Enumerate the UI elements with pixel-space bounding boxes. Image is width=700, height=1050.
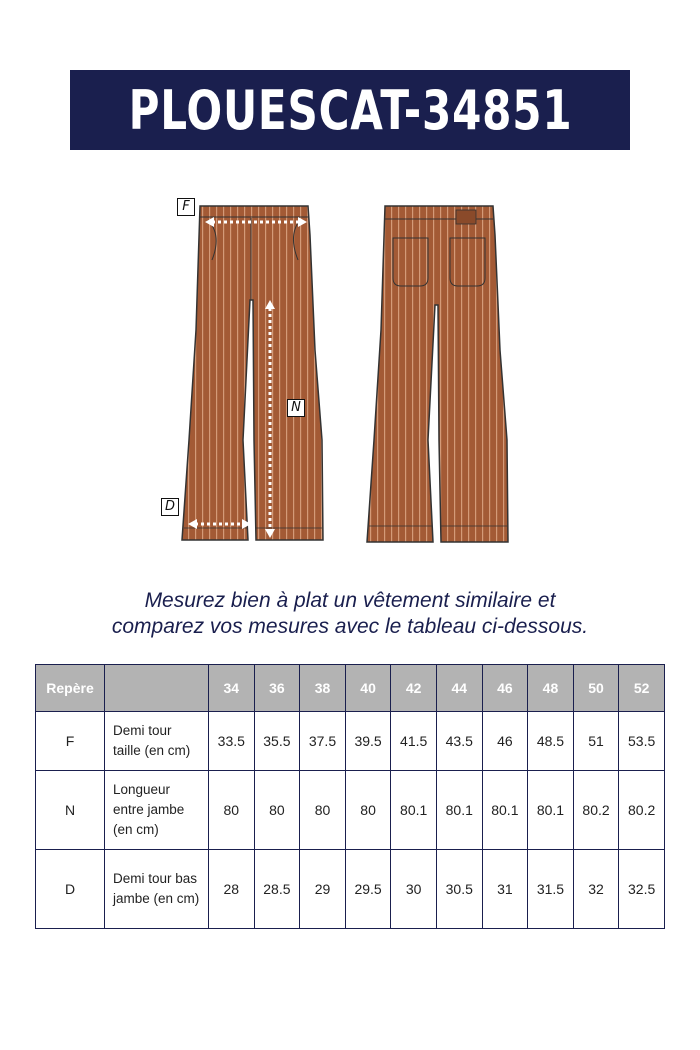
table-cell: 80.2 bbox=[619, 771, 665, 850]
table-cell: 32 bbox=[573, 850, 619, 929]
table-cell: 80 bbox=[254, 771, 300, 850]
table-header-row bbox=[36, 665, 665, 712]
table-row bbox=[36, 712, 665, 771]
label-d: D bbox=[161, 498, 179, 516]
table-cell: 30.5 bbox=[436, 850, 482, 929]
size-header: 46 bbox=[482, 665, 528, 712]
table-cell: 80.2 bbox=[573, 771, 619, 850]
table-cell: 37.5 bbox=[300, 712, 346, 771]
row-code: N bbox=[36, 771, 105, 850]
table-cell: 39.5 bbox=[345, 712, 391, 771]
size-header: 40 bbox=[345, 665, 391, 712]
garment-illustration bbox=[150, 190, 530, 560]
trousers-back-icon bbox=[367, 206, 508, 542]
header-repere: Repère bbox=[36, 665, 105, 712]
table-cell: 30 bbox=[391, 850, 437, 929]
table-cell: 32.5 bbox=[619, 850, 665, 929]
table-cell: 43.5 bbox=[436, 712, 482, 771]
table-cell: 48.5 bbox=[528, 712, 574, 771]
table-cell: 80 bbox=[345, 771, 391, 850]
label-n: N bbox=[287, 399, 305, 417]
table-cell: 80.1 bbox=[528, 771, 574, 850]
label-f: F bbox=[177, 198, 195, 216]
table-cell: 80 bbox=[209, 771, 255, 850]
table-cell: 29.5 bbox=[345, 850, 391, 929]
table-row bbox=[36, 850, 665, 929]
row-code: F bbox=[36, 712, 105, 771]
table-cell: 29 bbox=[300, 850, 346, 929]
row-description: Demi tour taille (en cm) bbox=[105, 712, 209, 771]
table-cell: 80.1 bbox=[436, 771, 482, 850]
table-cell: 46 bbox=[482, 712, 528, 771]
size-header: 52 bbox=[619, 665, 665, 712]
table-cell: 33.5 bbox=[209, 712, 255, 771]
size-header: 44 bbox=[436, 665, 482, 712]
size-header: 50 bbox=[573, 665, 619, 712]
trousers-front-icon bbox=[182, 206, 323, 540]
table-cell: 31 bbox=[482, 850, 528, 929]
table-cell: 35.5 bbox=[254, 712, 300, 771]
size-header: 34 bbox=[209, 665, 255, 712]
table-cell: 80.1 bbox=[482, 771, 528, 850]
size-header: 36 bbox=[254, 665, 300, 712]
table-cell: 28 bbox=[209, 850, 255, 929]
table-cell: 28.5 bbox=[254, 850, 300, 929]
header-description bbox=[105, 665, 209, 712]
table-cell: 41.5 bbox=[391, 712, 437, 771]
page-title: PLOUESCAT-34851 bbox=[128, 78, 572, 142]
row-description: Demi tour bas jambe (en cm) bbox=[105, 850, 209, 929]
table-cell: 80.1 bbox=[391, 771, 437, 850]
size-header: 48 bbox=[528, 665, 574, 712]
instructions-line-2: comparez vos mesures avec le tableau ci-dessous. bbox=[111, 615, 589, 638]
instructions-line-1: Mesurez bien à plat un vêtement similaire et bbox=[144, 589, 556, 612]
size-header: 38 bbox=[300, 665, 346, 712]
row-description: Longueur entre jambe (en cm) bbox=[105, 771, 209, 850]
table-cell: 80 bbox=[300, 771, 346, 850]
row-code: D bbox=[36, 850, 105, 929]
measure-instructions bbox=[30, 588, 670, 640]
table-cell: 31.5 bbox=[528, 850, 574, 929]
size-header: 42 bbox=[391, 665, 437, 712]
table-cell: 53.5 bbox=[619, 712, 665, 771]
title-banner bbox=[70, 70, 630, 150]
size-table bbox=[35, 664, 665, 929]
table-row bbox=[36, 771, 665, 850]
table-cell: 51 bbox=[573, 712, 619, 771]
